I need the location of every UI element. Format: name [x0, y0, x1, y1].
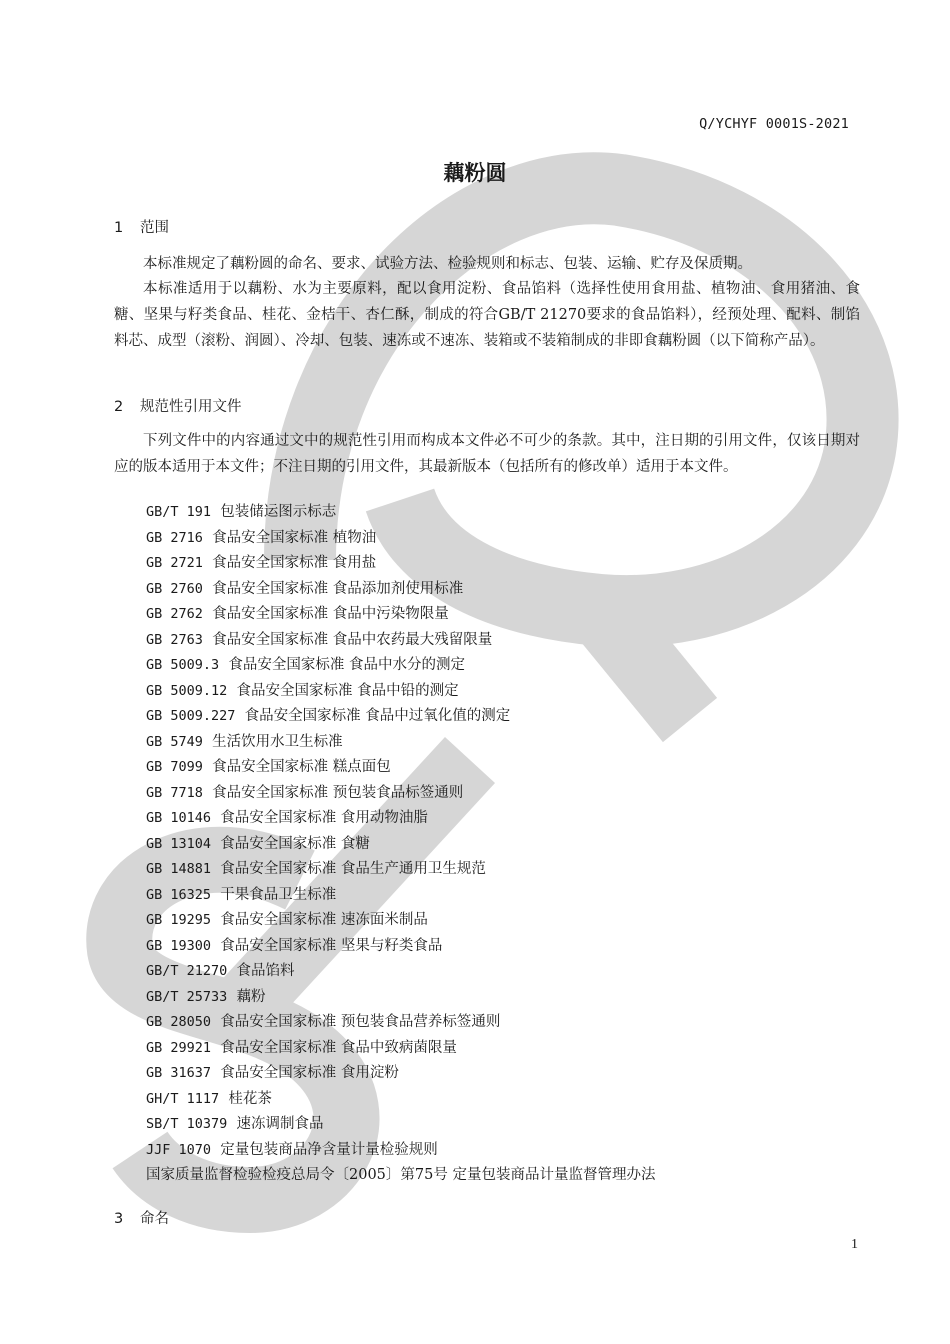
- reference-title: 食品安全国家标准 食糖: [220, 835, 370, 852]
- reference-title: 食品馅料: [236, 963, 295, 979]
- reference-code: SB/T 10379: [146, 1116, 228, 1132]
- reference-item: [146, 1087, 655, 1113]
- reference-item: [146, 551, 655, 577]
- reference-title: 干果食品卫生标准: [220, 886, 337, 903]
- reference-code: GB 10146: [146, 810, 212, 826]
- reference-item: [146, 653, 655, 679]
- section-title: 范围: [140, 220, 169, 236]
- reference-code: GB 31637: [146, 1065, 212, 1081]
- reference-code: GB 2716: [146, 529, 203, 546]
- scope-paragraph: 本标准适用于以藕粉、水为主要原料，配以食用淀粉、食品馅料（选择性使用食用盐、植物油、食用猪油、食糖、坚果与籽类食品、桂花、金桔干、杏仁酥，制成的符合GB/T 21270要求的食品馅料），经预处理、配料、制馅料芯、成型（滚粉、润圆）、冷却、包装、速冻或不速冻、装箱或不装箱制成的非即食藕粉圆（以下简称产品）。: [114, 281, 860, 349]
- reference-list: [146, 500, 655, 1189]
- reference-title: 食品安全国家标准 食品中铅的测定: [236, 682, 459, 699]
- reference-code: GB 28050: [146, 1014, 212, 1030]
- reference-title: 藕粉: [236, 988, 266, 1005]
- section-number: 1: [114, 220, 124, 236]
- reference-code: GB 13104: [146, 835, 212, 852]
- reference-title: 国家质量监督检验检疫总局令〔2005〕第75号 定量包装商品计量监督管理办法: [146, 1167, 656, 1183]
- reference-title: 定量包装商品净含量计量检验规则: [220, 1141, 438, 1158]
- reference-item: [146, 832, 655, 858]
- reference-title: 食品安全国家标准 食品中农药最大残留限量: [212, 631, 493, 648]
- reference-item: [146, 1036, 655, 1062]
- reference-title: 速冻调制食品: [236, 1116, 324, 1132]
- reference-title: 食品安全国家标准 食品中污染物限量: [212, 606, 449, 622]
- scope-paragraph: 本标准规定了藕粉圆的命名、要求、试验方法、检验规则和标志、包装、运输、贮存及保质期。: [143, 256, 752, 272]
- reference-title: 食品安全国家标准 食品中水分的测定: [228, 657, 465, 673]
- reference-code: GB 14881: [146, 861, 212, 877]
- document-title: 藕粉圆: [443, 161, 507, 185]
- reference-item: [146, 1138, 655, 1164]
- reference-item: [146, 883, 655, 909]
- reference-title: 食品安全国家标准 食用动物油脂: [220, 810, 428, 826]
- reference-title: 食品安全国家标准 食用淀粉: [220, 1065, 399, 1081]
- reference-title: 食品安全国家标准 食品中过氧化值的测定: [244, 708, 511, 724]
- reference-code: GB 2760: [146, 580, 203, 597]
- reference-title: 食品安全国家标准 糕点面包: [212, 759, 391, 775]
- reference-title: 包装储运图示标志: [220, 504, 337, 520]
- reference-title: 食品安全国家标准 预包装食品营养标签通则: [220, 1014, 501, 1030]
- section-heading-scope: [114, 216, 169, 237]
- reference-item: [146, 500, 655, 526]
- reference-code: GB 5749: [146, 733, 203, 750]
- reference-item: [146, 908, 655, 934]
- reference-item: [146, 628, 655, 654]
- reference-code: GB 5009.3: [146, 657, 220, 673]
- reference-item: [146, 704, 655, 730]
- reference-code: GB 7718: [146, 784, 203, 801]
- reference-code: GB/T 191: [146, 504, 212, 520]
- reference-item: [146, 934, 655, 960]
- reference-code: GB 2763: [146, 631, 203, 648]
- reference-code: GB 29921: [146, 1039, 212, 1056]
- references-intro: 下列文件中的内容通过文中的规范性引用而构成本文件必不可少的条款。其中，注日期的引用文件，仅该日期对应的版本适用于本文件；不注日期的引用文件，其最新版本（包括所有的修改单）适用于本文件。: [114, 433, 860, 475]
- reference-code: GB 2762: [146, 606, 203, 622]
- reference-title: 食品安全国家标准 食品生产通用卫生规范: [220, 861, 486, 877]
- reference-item: [146, 781, 655, 807]
- section-heading-references: [114, 395, 242, 416]
- reference-item: [146, 985, 655, 1011]
- reference-title: 食品安全国家标准 坚果与籽类食品: [220, 937, 443, 954]
- reference-title: 食品安全国家标准 食品添加剂使用标准: [212, 580, 464, 597]
- reference-item: [146, 577, 655, 603]
- standard-number: Q/YCHYF 0001S-2021: [699, 116, 849, 132]
- section-number: 2: [114, 399, 124, 415]
- reference-code: GB 19300: [146, 937, 212, 954]
- reference-code: GH/T 1117: [146, 1090, 220, 1107]
- reference-title: 食品安全国家标准 食用盐: [212, 555, 377, 571]
- reference-code: JJF 1070: [146, 1141, 212, 1158]
- reference-item: [146, 959, 655, 985]
- section-heading-naming: [114, 1207, 169, 1228]
- reference-item: [146, 755, 655, 781]
- reference-code: GB/T 25733: [146, 988, 228, 1005]
- reference-item: [146, 1061, 655, 1087]
- reference-item: [146, 806, 655, 832]
- reference-title: 食品安全国家标准 速冻面米制品: [220, 912, 428, 928]
- reference-item: [146, 1010, 655, 1036]
- reference-code: GB 2721: [146, 555, 203, 571]
- section-number: 3: [114, 1211, 124, 1227]
- reference-item: [146, 1112, 655, 1138]
- reference-title: 食品安全国家标准 食品中致病菌限量: [220, 1039, 457, 1056]
- reference-item: [146, 526, 655, 552]
- reference-item: [146, 730, 655, 756]
- reference-code: GB 7099: [146, 759, 203, 775]
- reference-code: GB 5009.227: [146, 708, 236, 724]
- reference-title: 桂花茶: [228, 1090, 272, 1107]
- section-title: 命名: [140, 1211, 169, 1227]
- reference-title: 食品安全国家标准 预包装食品标签通则: [212, 784, 464, 801]
- reference-item: [146, 602, 655, 628]
- reference-code: GB 19295: [146, 912, 212, 928]
- reference-item: [146, 679, 655, 705]
- reference-item: [146, 857, 655, 883]
- reference-code: GB 16325: [146, 886, 212, 903]
- reference-code: GB/T 21270: [146, 963, 228, 979]
- page-number: 1: [851, 1237, 858, 1252]
- reference-title: 生活饮用水卫生标准: [212, 733, 343, 750]
- reference-code: GB 5009.12: [146, 682, 228, 699]
- reference-item: [146, 1163, 655, 1189]
- section-title: 规范性引用文件: [140, 399, 242, 415]
- reference-title: 食品安全国家标准 植物油: [212, 529, 377, 546]
